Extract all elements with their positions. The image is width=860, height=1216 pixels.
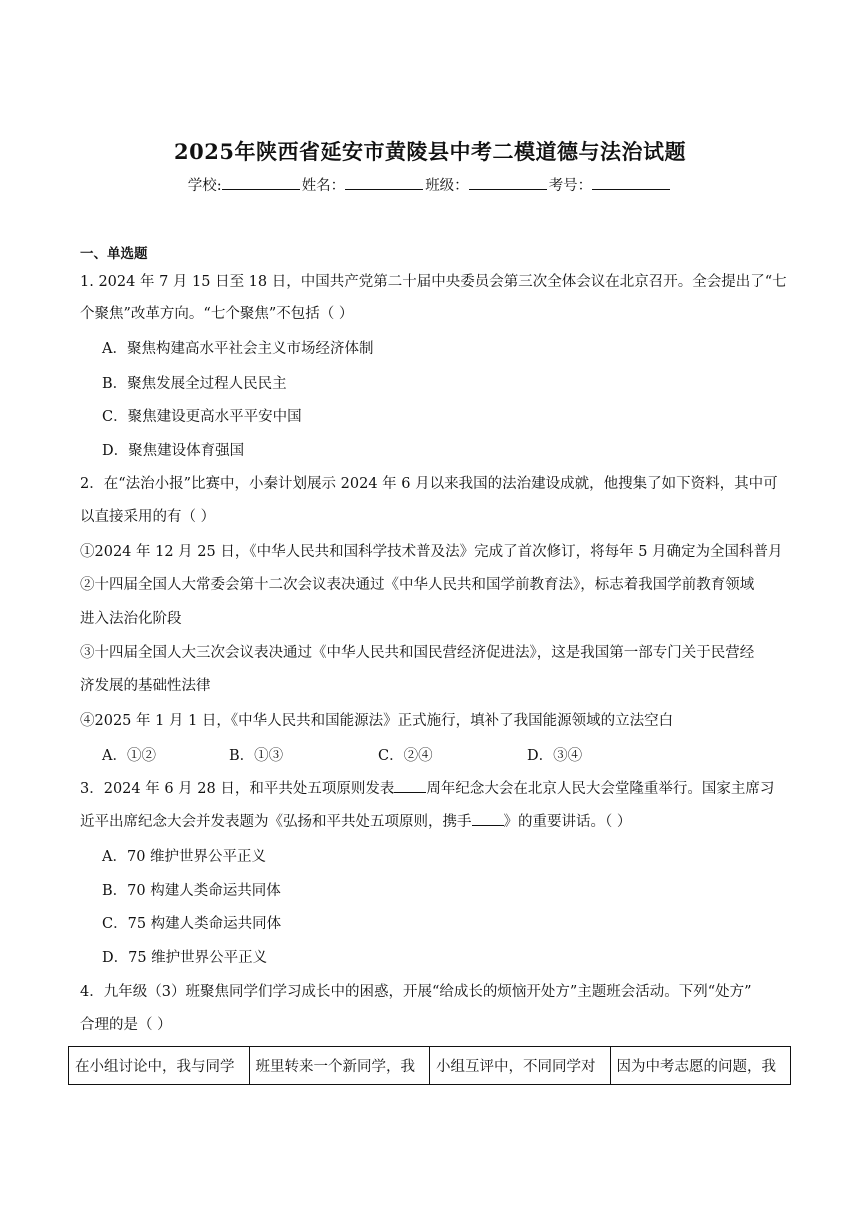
name-blank[interactable] <box>345 175 423 190</box>
class-blank[interactable] <box>469 175 547 190</box>
q2-item-2a: ②十四届全国人大常委会第十二次会议表决通过《中华人民共和国学前教育法》，标志着我国学前教育领域 <box>80 577 755 593</box>
q2-option-c[interactable]: C．②④ <box>378 748 433 764</box>
exam-no-blank[interactable] <box>592 175 670 190</box>
q3-option-a[interactable]: A．70 维护世界公平正义 <box>102 849 267 865</box>
q4-table-cell-4: 因为中考志愿的问题，我 <box>610 1047 791 1085</box>
q1-option-a[interactable]: A．聚焦构建高水平社会主义市场经济体制 <box>102 341 374 357</box>
q3-stem-line2-b: 》的重要讲话。（ ） <box>503 814 632 830</box>
q2-item-3a: ③十四届全国人大三次会议表决通过《中华人民共和国民营经济促进法》，这是我国第一部专门关于民营经 <box>80 645 755 661</box>
q2-item-4: ④2025 年 1 月 1 日，《中华人民共和国能源法》正式施行，填补了我国能源领域的立法空白 <box>80 713 674 729</box>
q2-options-row <box>102 744 582 765</box>
section-heading: 一、单选题 <box>80 246 148 262</box>
q3-stem-line1-a: 3．2024 年 6 月 28 日，和平共处五项原则发表 <box>80 781 395 797</box>
q3-option-b[interactable]: B．70 构建人类命运共同体 <box>102 883 281 899</box>
q4-table-cell-1: 在小组讨论中，我与同学 <box>69 1047 250 1085</box>
q4-stem-line1: 4．九年级（3）班聚焦同学们学习成长中的困惑，开展“给成长的烦恼开处方”主题班会活动。下列“处方” <box>80 984 752 1000</box>
q4-stem-line2: 合理的是（ ） <box>80 1017 172 1033</box>
q4-options-table <box>68 1046 791 1085</box>
q2-item-1: ①2024 年 12 月 25 日，《中华人民共和国科学技术普及法》完成了首次修订，将每年 5 月确定为全国科普月 <box>80 544 783 560</box>
q1-option-c[interactable]: C．聚焦建设更高水平平安中国 <box>102 409 302 425</box>
class-label: 班级： <box>425 178 469 194</box>
q2-item-2b: 进入法治化阶段 <box>80 611 182 627</box>
q4-table-cell-3: 小组互评中，不同同学对 <box>430 1047 611 1085</box>
q3-stem-line1-b: 周年纪念大会在北京人民大会堂隆重举行。国家主席习 <box>426 781 775 797</box>
exam-no-label: 考号： <box>548 178 593 194</box>
q3-option-c[interactable]: C．75 构建人类命运共同体 <box>102 916 282 932</box>
q2-option-a[interactable]: A．①② <box>102 748 156 764</box>
q3-stem-line2-a: 近平出席纪念大会并发表题为《弘扬和平共处五项原则，携手 <box>80 814 472 830</box>
school-label: 学校: <box>187 178 222 194</box>
student-info-line <box>0 174 860 195</box>
q1-option-b[interactable]: B．聚焦发展全过程人民民主 <box>102 376 287 392</box>
q2-item-3b: 济发展的基础性法律 <box>80 678 211 694</box>
q2-stem-line2: 以直接采用的有（ ） <box>80 509 216 525</box>
name-label: 姓名： <box>301 178 346 194</box>
school-blank[interactable] <box>222 175 300 190</box>
q3-blank-2 <box>472 811 504 826</box>
q3-stem-line1 <box>80 777 774 798</box>
page-title: 2025年陕西省延安市黄陵县中考二模道德与法治试题 <box>174 139 686 164</box>
q2-option-d[interactable]: D．③④ <box>527 748 583 764</box>
q2-option-b[interactable]: B．①③ <box>229 748 284 764</box>
q3-blank-1 <box>394 778 426 793</box>
q1-option-d[interactable]: D．聚焦建设体育强国 <box>102 443 245 459</box>
q2-stem-line1: 2．在“法治小报”比赛中，小秦计划展示 2024 年 6 月以来我国的法治建设成就，他搜集了如下资料，其中可 <box>80 476 778 492</box>
table-row <box>69 1047 791 1085</box>
q1-stem-line1: 1. 2024 年 7 月 15 日至 18 日，中国共产党第二十届中央委员会第三次全体会议在北京召开。全会提出了“七 <box>80 274 787 290</box>
q3-stem-line2 <box>80 810 631 831</box>
q4-table-cell-2: 班里转来一个新同学，我 <box>249 1047 430 1085</box>
q3-option-d[interactable]: D．75 维护世界公平正义 <box>102 950 268 966</box>
q1-stem-line2: 个聚焦”改革方向。“七个聚焦”不包括（ ） <box>80 306 354 322</box>
